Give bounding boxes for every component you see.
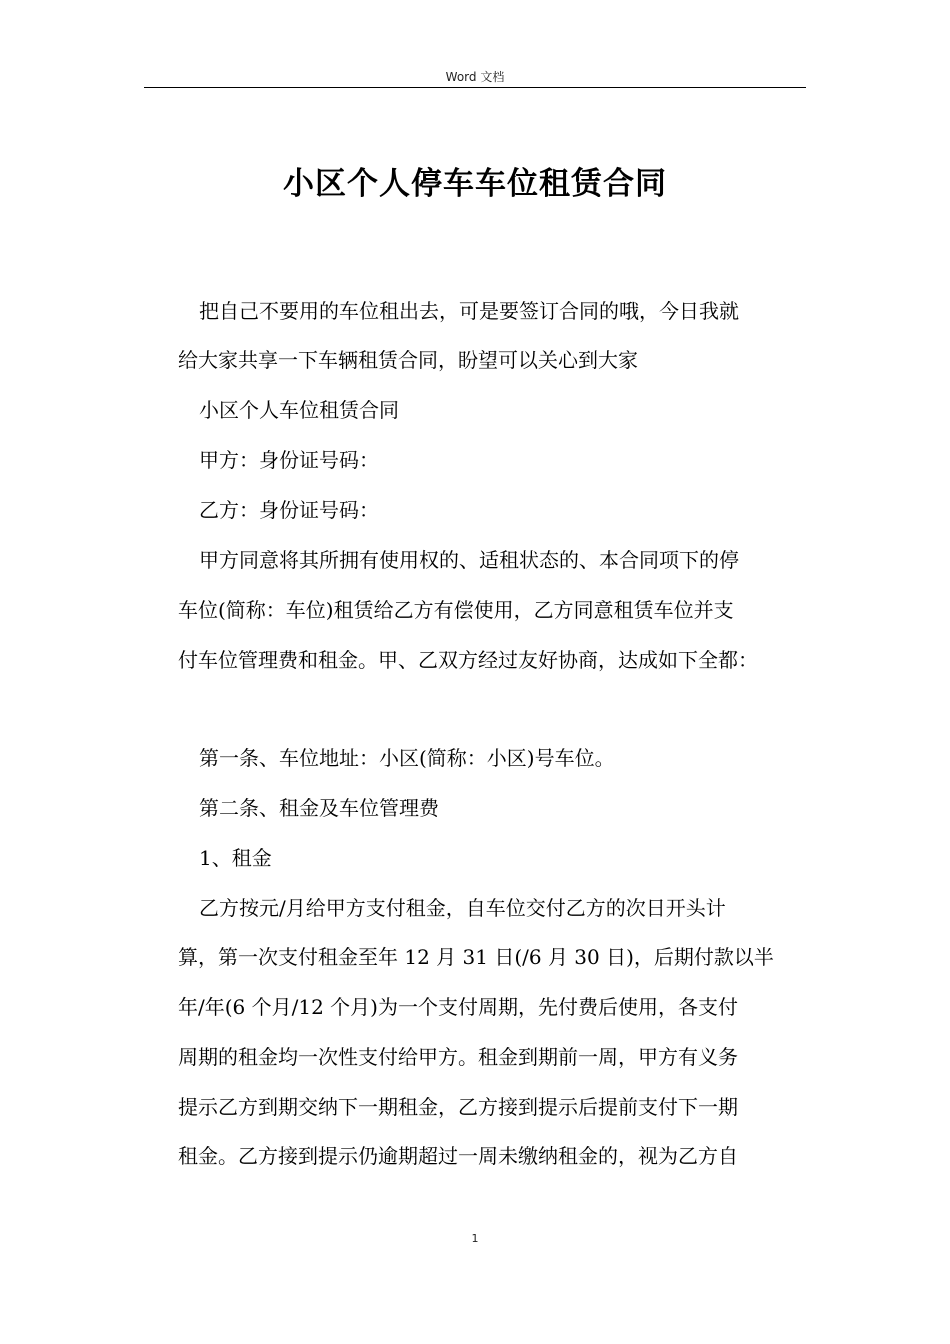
paragraph-line: 乙方：身份证号码：	[199, 498, 379, 522]
paragraph-line: 付车位管理费和租金。甲、乙双方经过友好协商，达成如下全都：	[178, 648, 758, 672]
paragraph-line: 乙方按元/月给甲方支付租金，自车位交付乙方的次日开头计	[199, 896, 726, 920]
paragraph-line: 1、租金	[199, 846, 272, 870]
paragraph-line: 给大家共享一下车辆租赁合同，盼望可以关心到大家	[178, 348, 638, 372]
header-divider	[144, 87, 806, 88]
page-number: 1	[471, 1232, 479, 1245]
paragraph-line: 年/年(6 个月/12 个月)为一个支付周期，先付费后使用，各支付	[178, 995, 738, 1019]
paragraph-line: 小区个人车位租赁合同	[199, 398, 399, 422]
paragraph-line: 把自己不要用的车位租出去，可是要签订合同的哦，今日我就	[199, 299, 739, 323]
paragraph-line: 提示乙方到期交纳下一期租金，乙方接到提示后提前支付下一期	[178, 1095, 738, 1119]
paragraph-line: 甲方同意将其所拥有使用权的、适租状态的、本合同项下的停	[199, 548, 739, 572]
document-title: 小区个人停车车位租赁合同	[283, 166, 667, 202]
page-header: Word 文档	[445, 70, 505, 84]
paragraph-line: 甲方：身份证号码：	[199, 448, 379, 472]
paragraph-line: 第一条、车位地址：小区(简称：小区)号车位。	[199, 746, 615, 770]
paragraph-line: 车位(简称：车位)租赁给乙方有偿使用，乙方同意租赁车位并支	[178, 598, 734, 622]
paragraph-line: 第二条、租金及车位管理费	[199, 796, 439, 820]
paragraph-line: 租金。乙方接到提示仍逾期超过一周未缴纳租金的，视为乙方自	[178, 1144, 738, 1168]
paragraph-line: 算，第一次支付租金至年 12 月 31 日(/6 月 30 日)，后期付款以半	[178, 945, 774, 969]
paragraph-line: 周期的租金均一次性支付给甲方。租金到期前一周，甲方有义务	[178, 1045, 738, 1069]
